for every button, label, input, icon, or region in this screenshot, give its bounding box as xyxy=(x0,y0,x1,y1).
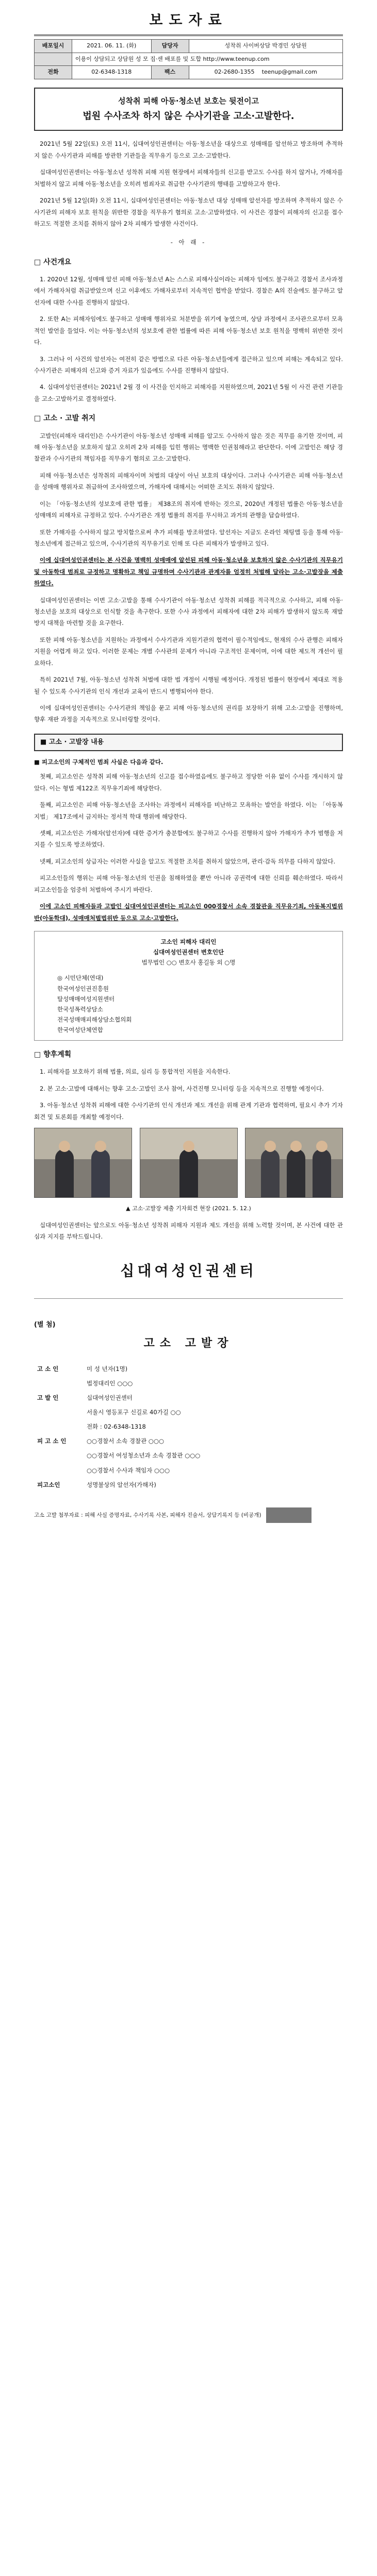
sub-title: ■ 피고소인의 구체적인 범죄 사실은 다음과 같다. xyxy=(34,758,163,766)
form-label xyxy=(34,1376,84,1391)
person-figure xyxy=(261,1149,280,1197)
body-paragraph: 둘째, 피고소인은 피해 아동·청소년을 조사하는 과정에서 피해자를 비난하고 모욕하는 발언을 하였다. 이는 「아동복지법」 제17조에서 금지하는 정서적 학대 행위에 해당한다. xyxy=(34,801,343,820)
notice-list-item: 한국여성단체연합 xyxy=(57,1026,103,1034)
form-label: 고 소 인 xyxy=(37,1365,59,1372)
form-value: ○○경찰서 여성청소년과 소속 경찰관 ○○○ xyxy=(87,1452,201,1460)
meta-label: 팩스 xyxy=(151,66,189,79)
section-title: □ 고소 · 고발 취지 xyxy=(34,414,96,423)
body-paragraph: 또한 가해자를 수사하지 않고 방치함으로써 추가 피해를 방조하였다. 알선자는 지금도 온라인 채팅앱 등을 통해 아동·청소년에게 접근하고 있으며, 수사기관의 직무유기로 인해 또 다른 피해자가 발생하고 있다. xyxy=(34,528,343,547)
form-row xyxy=(34,1362,343,1376)
form-value: 법정대리인 ○○○ xyxy=(87,1379,133,1387)
form-row xyxy=(34,1391,343,1405)
photo-caption: ▲ 고소·고발장 제출 기자회견 현장 (2021. 5. 12.) xyxy=(126,1205,251,1212)
press-photo xyxy=(245,1128,343,1198)
footer-note-text: 고소 고발 첨부자료 : 피해 사실 증명자료, 수사기록 사본, 피해자 진술서, 상담기록지 등 (비공개) xyxy=(34,1512,261,1518)
person-figure xyxy=(55,1149,74,1197)
intro-paragraph: 2021년 5월 22일(토) 오전 11시, 십대여성인권센터는 아동·청소년을 대상으로 성매매를 알선하고 방조하며 추적하지 않은 수사기관과 피해를 방관한 기관들을 직무유기 등으로 고소·고발한다. xyxy=(34,140,343,159)
body-paragraph: 이는 「아동·청소년의 성보호에 관한 법률」 제38조의 취지에 반하는 것으로, 2020년 개정된 법률은 아동·청소년을 성매매의 피해자로 규정하고 있다. 수사기관은 개정 법률의 취지를 무시하고 과거의 관행을 답습하였다. xyxy=(34,500,343,519)
notice-line: 고소인 피해자 대리인 xyxy=(160,938,217,946)
person-head xyxy=(59,1141,70,1152)
form-value: ○○경찰서 수사과 책임자 ○○○ xyxy=(87,1466,170,1474)
body-paragraph: 특히 2021년 7월, 아동·청소년 성착취 처벌에 대한 법 개정이 시행될 예정이다. 개정된 법률이 현장에서 제대로 적용될 수 있도록 수사기관의 인식 개선과 교육이 반드시 병행되어야 한다. xyxy=(34,676,343,695)
meta-label: 담당자 xyxy=(151,40,189,53)
form-value: 서울시 영등포구 신길로 40가길 ○○ xyxy=(87,1409,181,1416)
body-paragraph: 고발인(피해자 대리인)은 수사기관이 아동·청소년 성매매 피해를 알고도 수사하지 않은 것은 직무를 유기한 것이며, 피해 아동·청소년을 보호하지 않고 오히려 2차 피해를 입힌 행위는 명백한 인권침해라고 판단한다. 이에 고발인은 해당 경찰관과 수사기관의 책임자를 직무유기 혐의로 고소·고발한다. xyxy=(34,432,343,463)
notice-list-title: ◎ 시민단체(연대) xyxy=(57,974,104,982)
complaint-form-table xyxy=(34,1362,343,1492)
form-row xyxy=(34,1448,343,1463)
form-label xyxy=(34,1463,84,1478)
headline-box xyxy=(34,88,343,131)
emphasis-paragraph: 이에 고소인 피해자들과 고발인 십대여성인권센터는 피고소인 000경찰서 소속 경찰관을 직무유기죄, 아동복지법위반(아동학대), 성매매처벌법위반 등으로 고소·고발한다. xyxy=(34,903,343,922)
phone-value: 02-6348-1318 xyxy=(72,66,152,79)
form-label xyxy=(34,1419,84,1434)
body-paragraph: 피고소인들의 행위는 피해 아동·청소년의 인권을 침해하였을 뿐만 아니라 공권력에 대한 신뢰를 훼손하였다. 따라서 피고소인들을 엄중히 처벌하여 주시기 바란다. xyxy=(34,874,343,893)
form-row xyxy=(34,1478,343,1492)
intro-paragraph: 십대여성인권센터는 아동·청소년 성착취 피해 지원 현장에서 피해자들의 신고를 받고도 수사를 하지 않거나, 가해자를 처벌하지 않고 피해 아동·청소년을 오히려 범죄자로 취급한 수사기관의 행태를 고발하고자 한다. xyxy=(34,168,343,188)
meta-label: 배포일시 xyxy=(35,40,72,53)
person-head xyxy=(316,1141,327,1152)
appendix-label: (별 첨) xyxy=(34,1320,56,1329)
fax-email-value xyxy=(189,66,342,79)
document-title: 보도자료 xyxy=(34,9,343,36)
notice-line: 법무법인 ○○ 변호사 홍길동 외 ○명 xyxy=(141,959,236,967)
closing-paragraph: 십대여성인권센터는 앞으로도 아동·청소년 성착취 피해자 지원과 제도 개선을 위해 노력할 것이며, 본 사건에 대한 관심과 지지를 부탁드립니다. xyxy=(34,1221,343,1240)
form-row xyxy=(34,1463,343,1478)
body-paragraph: 3. 그러나 이 사건의 알선자는 여전히 같은 방법으로 다른 아동·청소년들에게 접근하고 있으며 피해는 계속되고 있다. 수사기관은 피해자의 신고와 증거 자료가 있음에도 수사를 진행하지 않았다. xyxy=(34,355,343,375)
footer-note xyxy=(34,1507,343,1523)
form-value: 성명불상의 알선자(가해자) xyxy=(87,1481,156,1488)
body-paragraph: 4. 십대여성인권센터는 2021년 2월 경 이 사건을 인지하고 피해자를 지원하였으며, 2021년 5월 이 사건 관련 기관들을 고소·고발하기로 결정하였다. xyxy=(34,383,343,402)
notice-box xyxy=(34,931,343,1041)
emphasis-paragraph: 이에 십대여성인권센터는 본 사건을 명백히 성매매에 알선된 피해 아동·청소년을 보호하지 않은 수사기관의 직무유기 및 아동학대 범죄로 규정하고 명확하고 책임 규명하며 수사기관과 관계자를 엄정히 처벌해 달라는 고소·고발장을 제출하였다. xyxy=(34,556,343,587)
form-row xyxy=(34,1405,343,1419)
form-row xyxy=(34,1434,343,1448)
person-figure xyxy=(287,1149,305,1197)
meta-value: 2021. 06. 11. (화) xyxy=(72,40,152,53)
body-paragraph: 또한 피해 아동·청소년을 지원하는 과정에서 수사기관과 지원기관의 협력이 필수적임에도, 현재의 수사 관행은 피해자 지원을 어렵게 하고 있다. 이러한 문제는 개별 수사관의 문제가 아니라 구조적인 문제이며, 이에 대한 제도적 개선이 필요하다. xyxy=(34,636,343,667)
person-head xyxy=(290,1141,302,1152)
appendix-title: 고소 고발장 xyxy=(143,1337,234,1350)
form-label xyxy=(34,1448,84,1463)
meta-row xyxy=(35,40,343,53)
form-value: 미 성 년자(1명) xyxy=(87,1365,128,1372)
body-paragraph: 2. 또한 A는 피해자임에도 불구하고 성매매 행위자로 처분받을 위기에 놓였으며, 상담 과정에서 조사관으로부터 모욕적인 발언을 들었다. 이는 아동·청소년의 성보호에 관한 법률에 따른 피해 아동·청소년 보호 원칙을 명백히 위반한 것이다. xyxy=(34,315,343,346)
notice-list-item: 한국성폭력상담소 xyxy=(57,1005,103,1013)
press-photo xyxy=(140,1128,238,1198)
person-head xyxy=(265,1141,276,1152)
body-paragraph: 1. 피해자를 보호하기 위해 법률, 의료, 심리 등 통합적인 지원을 지속한다. xyxy=(40,1068,231,1076)
form-label: 피고소인 xyxy=(37,1481,60,1488)
meta-label xyxy=(35,53,72,66)
form-value: 십대여성인권센터 xyxy=(87,1394,133,1401)
body-paragraph: 넷째, 피고소인의 상급자는 이러한 사실을 알고도 적절한 조치를 취하지 않았으며, 관리·감독 의무를 다하지 않았다. xyxy=(40,857,336,865)
section-title: □ 사건개요 xyxy=(34,258,72,266)
meta-value: 성착취 사이버상담 박경민 상담원 xyxy=(189,40,342,53)
body-paragraph: 이에 십대여성인권센터는 수사기관의 책임을 묻고 피해 아동·청소년의 권리를 보장하기 위해 고소·고발을 진행하며, 향후 재판 과정을 지속적으로 모니터링할 것이다. xyxy=(34,704,343,723)
headline-sub: 성착취 피해 아동·청소년 보호는 뒷전이고 xyxy=(118,96,259,106)
notice-list-item: 탈성매매여성지원센터 xyxy=(57,995,115,1003)
body-paragraph: 십대여성인권센터는 이번 고소·고발을 통해 수사기관이 아동·청소년 성착취 피해를 적극적으로 수사하고, 피해 아동·청소년을 보호의 대상으로 인식할 것을 촉구한다. 또한 수사 과정에서 피해자에 대한 2차 피해가 발생하지 않도록 재발 방지 대책을 마련할 것을 요구한다. xyxy=(34,596,343,627)
photo-row xyxy=(34,1128,343,1198)
form-label: 고 발 인 xyxy=(37,1394,59,1401)
body-paragraph: 3. 아동·청소년 성착취 피해에 대한 수사기관의 인식 개선과 제도 개선을 위해 관계 기관과 협력하며, 필요시 추가 기자회견 및 토론회를 개최할 예정이다. xyxy=(34,1101,343,1121)
appendix-page xyxy=(34,1298,343,1523)
notice-list-item: 한국여성인권진흥원 xyxy=(57,985,109,992)
fax-value: 02-2680-1355 xyxy=(214,69,255,76)
form-value: ○○경찰서 소속 경찰관 ○○○ xyxy=(87,1437,165,1445)
section-title: □ 향후계획 xyxy=(34,1050,72,1059)
organization-name: 십대여성인권센터 xyxy=(120,1262,257,1280)
form-label xyxy=(34,1405,84,1419)
photo-backdrop xyxy=(35,1128,132,1159)
form-label: 피 고 소 인 xyxy=(37,1437,67,1445)
meta-label: 전화 xyxy=(35,66,72,79)
meta-value: 이용이 상담되고 상담원 성 모 집·센 배포를 및 도합 http://www.teenup.com xyxy=(72,53,343,66)
person-head xyxy=(95,1141,106,1152)
body-paragraph: 첫째, 피고소인은 성착취 피해 아동·청소년의 신고를 접수하였음에도 불구하고 정당한 이유 없이 수사를 개시하지 않았다. 이는 형법 제122조 직무유기죄에 해당한다. xyxy=(34,773,343,792)
section-title: ■ 고소 · 고발장 내용 xyxy=(34,734,343,751)
headline-main: 법원 수사조차 하지 않은 수사기관을 고소·고발한다. xyxy=(83,110,294,122)
divider: - 아 래 - xyxy=(170,239,207,246)
person-head xyxy=(183,1141,194,1152)
body-paragraph: 셋째, 피고소인은 가해자(알선자)에 대한 증거가 충분함에도 불구하고 수사를 진행하지 않아 가해자가 추가 범행을 저지를 수 있도록 방조하였다. xyxy=(34,829,343,849)
form-value: 전화 : 02-6348-1318 xyxy=(87,1423,146,1431)
email-link[interactable]: teenup@gmail.com xyxy=(261,69,317,76)
body-paragraph: 피해 아동·청소년은 성착취의 피해자이며 처벌의 대상이 아닌 보호의 대상이다. 그러나 수사기관은 피해 아동·청소년을 성매매 행위자로 취급하여 조사하였으며, 가해자에 대해서는 어떠한 조치도 취하지 않았다. xyxy=(34,471,343,491)
meta-row xyxy=(35,66,343,79)
body-paragraph: 1. 2020년 12월, 성매매 알선 피해 아동·청소년 A는 스스로 피해사실이라는 피해자 임에도 불구하고 경찰서 조사과정에서 가해자처럼 취급받았으며 신고 이후에도 가해자로부터 지속적인 협박을 받았다. 경찰은 A의 진술에도 불구하고 알선자에 대한 수사를 진행하지 않았다. xyxy=(34,276,343,306)
meta-table xyxy=(34,39,343,79)
intro-paragraph: 2021년 5월 12일(화) 오전 11시, 십대여성인권센터는 아동·청소년 대상 성매매 알선자를 방조하며 추적하지 않은 수사기관의 피해자 보호 원칙을 위반한 경찰을 직무유기 혐의로 고소·고발하였다. 이 사건은 경찰이 피해자의 신고를 접수하고도 적절한 조치를 취하지 않아 2차 피해가 발생한 사건이다. xyxy=(34,197,343,227)
form-row xyxy=(34,1376,343,1391)
press-photo xyxy=(34,1128,132,1198)
person-figure xyxy=(313,1149,331,1197)
body-paragraph: 2. 본 고소·고발에 대해서는 향후 고소·고발인 조사 참여, 사건진행 모니터링 등을 지속적으로 진행할 예정이다. xyxy=(40,1084,324,1092)
notice-list-item: 전국성매매피해상담소협의회 xyxy=(57,1015,132,1023)
person-figure xyxy=(179,1149,198,1197)
person-figure xyxy=(91,1149,110,1197)
attachment-image xyxy=(266,1507,312,1523)
form-row xyxy=(34,1419,343,1434)
notice-line: 십대여성인권센터 변호인단 xyxy=(153,948,224,956)
meta-row xyxy=(35,53,343,66)
